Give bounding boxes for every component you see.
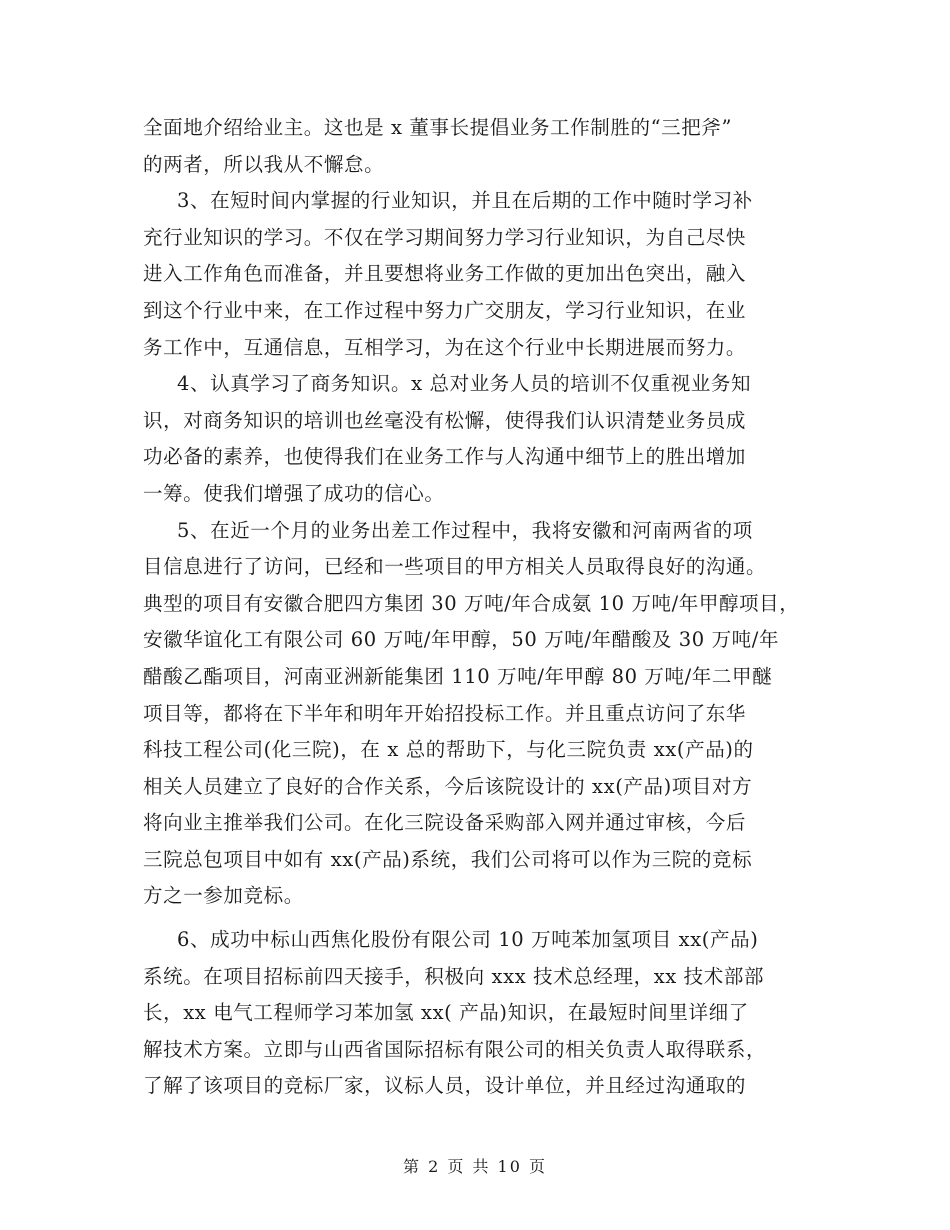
text-line: 的两者，所以我从不懈怠。 [143,152,385,176]
text-line: 安徽华谊化工有限公司 60 万吨/年甲醇，50 万吨/年醋酸及 30 万吨/年 [143,628,780,652]
text-line: 目信息进行了访问，已经和一些项目的甲方相关人员取得良好的沟通。 [143,555,767,579]
paragraph-item-6 [143,922,823,1105]
text-line: 将向业主推举我们公司。在化三院设备采购部入网并通过审核，今后 [143,811,747,835]
text-line: 典型的项目有安徽合肥四方集团 30 万吨/年合成氨 10 万吨/年甲醇项目， [143,591,800,615]
text-line: 三院总包项目中如有 xx(产品)系统，我们公司将可以作为三院的竞标 [143,847,753,871]
paragraph-item-3 [143,183,823,366]
text-line: 解技术方案。立即与山西省国际招标有限公司的相关负责人取得联系， [143,1037,767,1061]
paragraph-item-4 [143,366,823,512]
text-line: 醋酸乙酯项目，河南亚洲新能集团 110 万吨/年甲醇 80 万吨/年二甲醚 [143,664,773,688]
text-line: 系统。在项目招标前四天接手，积极向 xxx 技术总经理，xx 技术部部 [143,964,765,988]
paragraph-continuation [143,110,823,183]
text-line: 全面地介绍给业主。这也是 x 董事长提倡业务工作制胜的“三把斧” [143,116,733,139]
text-line: 项目等，都将在下半年和明年开始招投标工作。并且重点访问了东华 [143,701,747,725]
text-line: 相关人员建立了良好的合作关系，今后该院设计的 xx(产品)项目对方 [143,774,753,798]
text-line: 了解了该项目的竞标厂家，议标人员，设计单位，并且经过沟通取的 [143,1074,747,1098]
document-body [143,110,823,1105]
text-line: 6、成功中标山西焦化股份有限公司 10 万吨苯加氢项目 xx(产品) [177,928,759,952]
text-line: 一筹。使我们增强了成功的信心。 [143,481,445,505]
text-line: 进入工作角色而准备，并且要想将业务工作做的更加出色突出，融入 [143,262,747,286]
paragraph-spacer [143,915,823,922]
text-line: 科技工程公司(化三院)，在 x 总的帮助下，与化三院负责 xx(产品)的 [143,738,754,762]
text-line: 5、在近一个月的业务出差工作过程中，我将安徽和河南两省的项 [177,518,753,542]
text-line: 3、在短时间内掌握的行业知识，并且在后期的工作中随时学习补 [177,189,753,213]
text-line: 方之一参加竞标。 [143,884,304,908]
text-line: 识，对商务知识的培训也丝毫没有松懈，使得我们认识清楚业务员成 [143,408,747,432]
page-number-footer: 第 2 页 共 10 页 [403,1157,547,1176]
paragraph-item-5 [143,513,823,916]
text-line: 4、认真学习了商务知识。x 总对业务人员的培训不仅重视业务知 [177,372,752,396]
text-line: 功必备的素养，也使得我们在业务工作与人沟通中细节上的胜出增加 [143,445,747,469]
text-line: 充行业知识的学习。不仅在学习期间努力学习行业知识，为自己尽快 [143,225,747,249]
text-line: 到这个行业中来，在工作过程中努力广交朋友，学习行业知识，在业 [143,298,747,322]
text-line: 务工作中，互通信息，互相学习，为在这个行业中长期进展而努力。 [143,335,747,359]
text-line: 长，xx 电气工程师学习苯加氢 xx( 产品)知识，在最短时间里详细了 [143,1001,749,1025]
